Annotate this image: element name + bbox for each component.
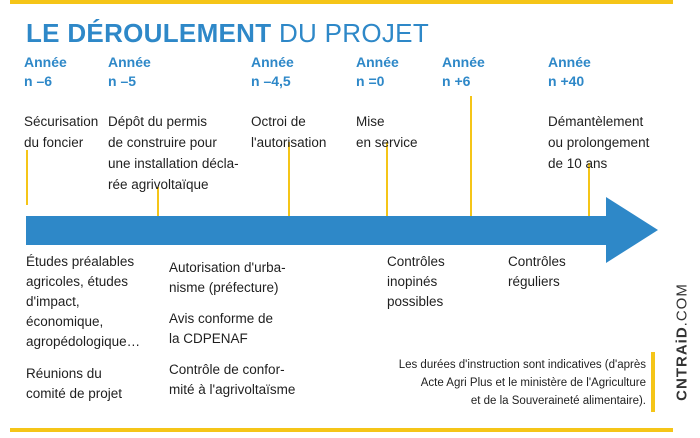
step-label: Année bbox=[108, 54, 151, 70]
brand-watermark bbox=[672, 265, 692, 420]
bottom-accent-bar bbox=[10, 428, 673, 432]
timeline-step-n-minus-4-5 bbox=[251, 53, 326, 153]
task-text: Études préalables agricoles, études d'impact, économique, agropédologique… bbox=[26, 254, 141, 349]
task-text: Contrôles inopinés possibles bbox=[387, 254, 445, 309]
note-accent-bar bbox=[651, 352, 655, 412]
step-label: Année bbox=[548, 54, 591, 70]
timeline-step-n-minus-6 bbox=[24, 53, 98, 153]
task-text: Autorisation d'urba- nisme (préfecture) bbox=[169, 260, 286, 295]
brand-light: .COM bbox=[673, 283, 691, 327]
step-year: n =0 bbox=[356, 73, 385, 89]
timeline-step-n-minus-5 bbox=[108, 53, 239, 195]
task-text: Contrôles réguliers bbox=[508, 254, 566, 289]
step-event: Démantèlement ou prolongement de 10 ans bbox=[548, 114, 650, 171]
step-year: n –5 bbox=[108, 73, 137, 89]
title-bold: LE DÉROULEMENT bbox=[26, 18, 272, 48]
title-light: DU PROJET bbox=[271, 18, 430, 48]
task-text: Réunions du comité de projet bbox=[26, 366, 123, 401]
random-controls bbox=[387, 252, 445, 312]
step-event: Mise en service bbox=[356, 114, 418, 150]
timeline-step-n-plus-6 bbox=[442, 53, 485, 91]
timeline-step-n-0 bbox=[356, 53, 418, 153]
step-label: Année bbox=[442, 54, 485, 70]
page-title bbox=[26, 18, 429, 49]
regular-controls bbox=[508, 252, 566, 292]
step-year: n –4,5 bbox=[251, 73, 291, 89]
task-text: Contrôle de confor- mité à l'agrivoltaïsme bbox=[169, 362, 296, 397]
brand-bold: CNTRAiD bbox=[673, 326, 691, 401]
step-year: n –6 bbox=[24, 73, 53, 89]
task-text: Avis conforme de la CDPENAF bbox=[169, 311, 274, 346]
step-label: Année bbox=[251, 54, 294, 70]
authorization-tasks bbox=[169, 258, 295, 400]
top-accent-bar bbox=[10, 0, 673, 4]
step-year: n +6 bbox=[442, 73, 471, 89]
step-label: Année bbox=[24, 54, 67, 70]
step-event: Sécurisation du foncier bbox=[24, 114, 99, 150]
step-label: Année bbox=[356, 54, 399, 70]
step-event: Octroi de l'autorisation bbox=[251, 114, 327, 150]
step-event: Dépôt du permis de construire pour une installation décla- rée agrivoltaïque bbox=[108, 114, 239, 192]
timeline-step-n-plus-40 bbox=[548, 53, 649, 174]
source-note: Les durées d'instruction sont indicatives (d'après Acte Agri Plus et le ministère de l'Agriculture et de la Souveraineté alimentaire). bbox=[398, 359, 646, 407]
pre-project-tasks bbox=[26, 252, 140, 404]
step-year: n +40 bbox=[548, 73, 585, 89]
